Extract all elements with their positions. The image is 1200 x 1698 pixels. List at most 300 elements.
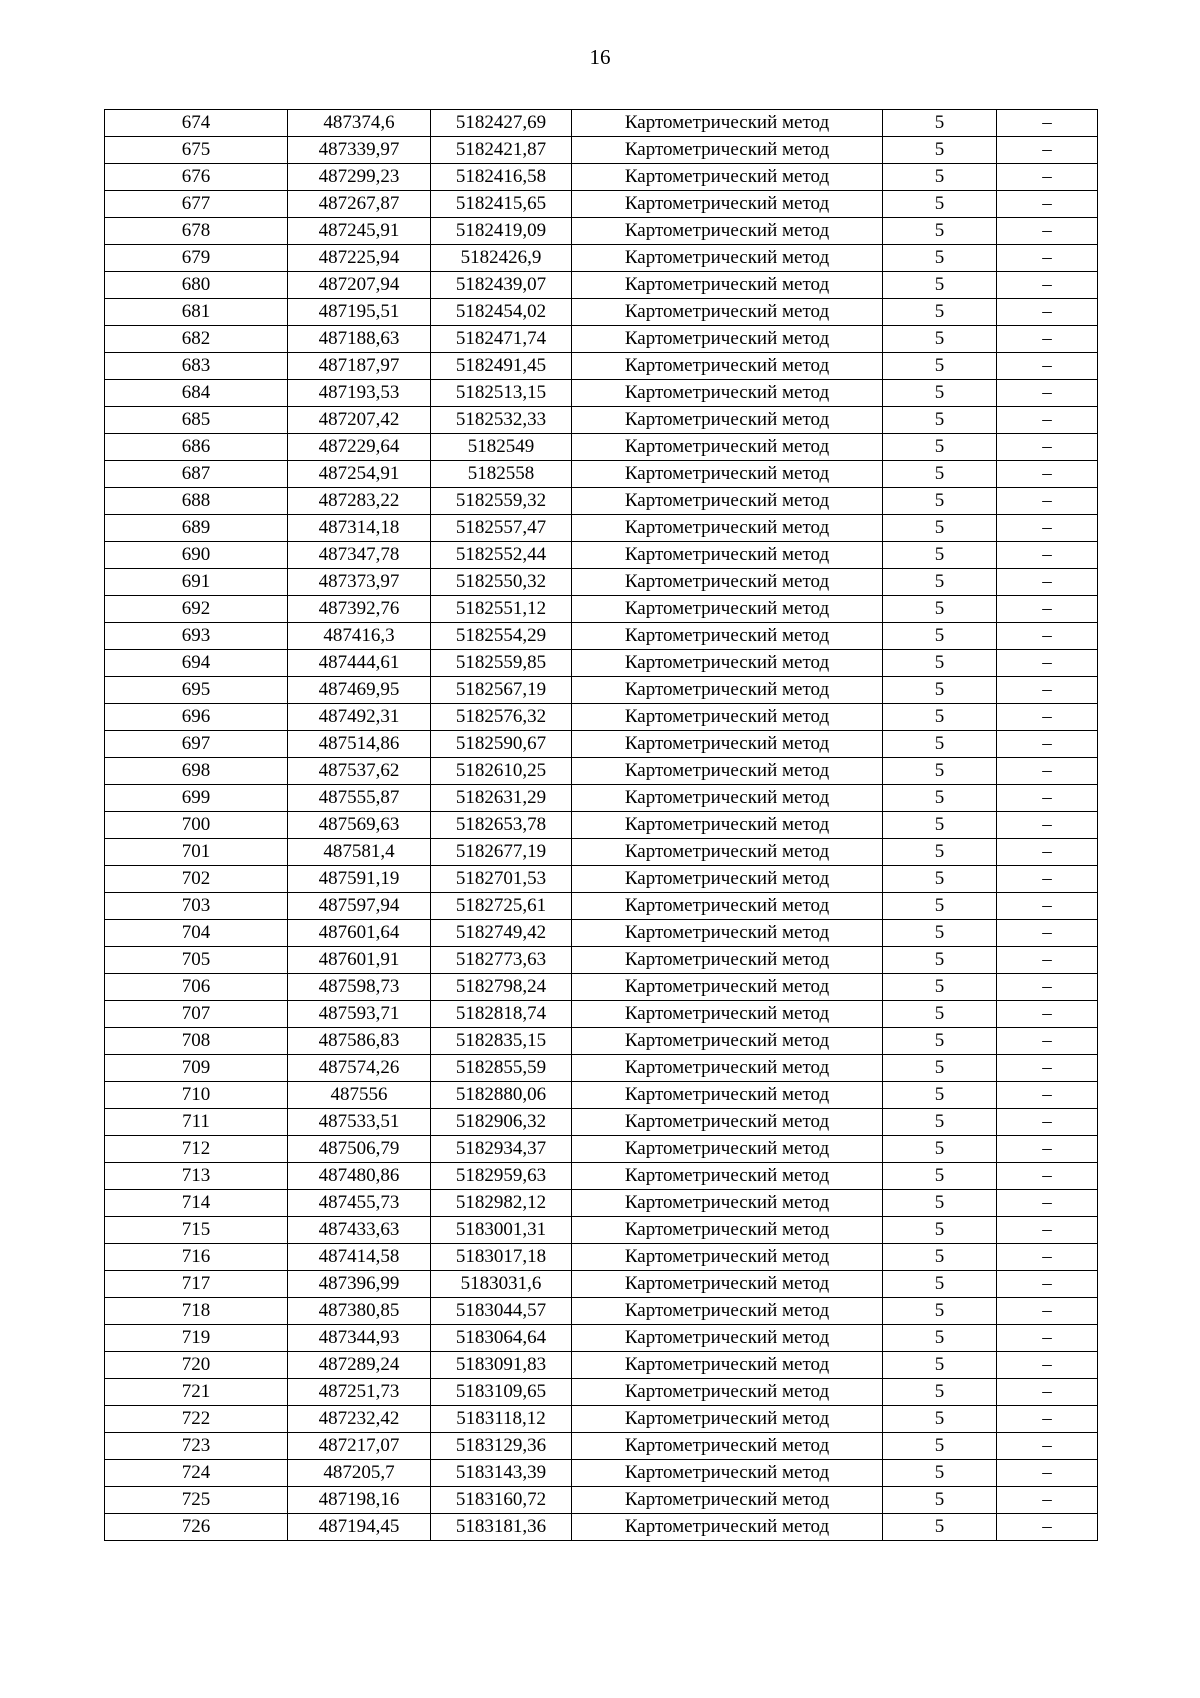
table-row	[105, 1109, 1098, 1136]
x-coordinate-cell: 487194,45	[288, 1514, 431, 1541]
y-coordinate-cell: 5182590,67	[431, 731, 572, 758]
description-cell: –	[997, 920, 1098, 947]
accuracy-cell: 5	[883, 947, 997, 974]
y-coordinate-cell: 5182439,07	[431, 272, 572, 299]
y-coordinate-cell: 5182725,61	[431, 893, 572, 920]
table-row	[105, 1082, 1098, 1109]
description-cell: –	[997, 218, 1098, 245]
method-cell: Картометрический метод	[572, 1109, 883, 1136]
y-coordinate-cell: 5182471,74	[431, 326, 572, 353]
x-coordinate-cell: 487593,71	[288, 1001, 431, 1028]
accuracy-cell: 5	[883, 1163, 997, 1190]
table-row	[105, 380, 1098, 407]
method-cell: Картометрический метод	[572, 407, 883, 434]
point-number-cell: 726	[105, 1514, 288, 1541]
x-coordinate-cell: 487339,97	[288, 137, 431, 164]
x-coordinate-cell: 487283,22	[288, 488, 431, 515]
accuracy-cell: 5	[883, 137, 997, 164]
point-number-cell: 704	[105, 920, 288, 947]
table-row	[105, 596, 1098, 623]
table-row	[105, 326, 1098, 353]
method-cell: Картометрический метод	[572, 1298, 883, 1325]
method-cell: Картометрический метод	[572, 1379, 883, 1406]
table-row	[105, 839, 1098, 866]
accuracy-cell: 5	[883, 461, 997, 488]
method-cell: Картометрический метод	[572, 137, 883, 164]
x-coordinate-cell: 487586,83	[288, 1028, 431, 1055]
y-coordinate-cell: 5182610,25	[431, 758, 572, 785]
accuracy-cell: 5	[883, 488, 997, 515]
x-coordinate-cell: 487188,63	[288, 326, 431, 353]
table-row	[105, 353, 1098, 380]
x-coordinate-cell: 487569,63	[288, 812, 431, 839]
x-coordinate-cell: 487207,94	[288, 272, 431, 299]
description-cell: –	[997, 1082, 1098, 1109]
y-coordinate-cell: 5182454,02	[431, 299, 572, 326]
table-row	[105, 677, 1098, 704]
accuracy-cell: 5	[883, 650, 997, 677]
accuracy-cell: 5	[883, 1028, 997, 1055]
y-coordinate-cell: 5183064,64	[431, 1325, 572, 1352]
method-cell: Картометрический метод	[572, 650, 883, 677]
description-cell: –	[997, 812, 1098, 839]
table-row	[105, 1379, 1098, 1406]
description-cell: –	[997, 488, 1098, 515]
accuracy-cell: 5	[883, 974, 997, 1001]
point-number-cell: 708	[105, 1028, 288, 1055]
accuracy-cell: 5	[883, 1460, 997, 1487]
y-coordinate-cell: 5182701,53	[431, 866, 572, 893]
point-number-cell: 710	[105, 1082, 288, 1109]
accuracy-cell: 5	[883, 677, 997, 704]
description-cell: –	[997, 596, 1098, 623]
point-number-cell: 694	[105, 650, 288, 677]
point-number-cell: 701	[105, 839, 288, 866]
table-row	[105, 1433, 1098, 1460]
y-coordinate-cell: 5182773,63	[431, 947, 572, 974]
point-number-cell: 714	[105, 1190, 288, 1217]
y-coordinate-cell: 5182559,85	[431, 650, 572, 677]
x-coordinate-cell: 487396,99	[288, 1271, 431, 1298]
y-coordinate-cell: 5182631,29	[431, 785, 572, 812]
accuracy-cell: 5	[883, 1244, 997, 1271]
point-number-cell: 722	[105, 1406, 288, 1433]
method-cell: Картометрический метод	[572, 299, 883, 326]
accuracy-cell: 5	[883, 1325, 997, 1352]
point-number-cell: 723	[105, 1433, 288, 1460]
point-number-cell: 690	[105, 542, 288, 569]
accuracy-cell: 5	[883, 569, 997, 596]
table-row	[105, 272, 1098, 299]
x-coordinate-cell: 487514,86	[288, 731, 431, 758]
point-number-cell: 697	[105, 731, 288, 758]
y-coordinate-cell: 5182554,29	[431, 623, 572, 650]
description-cell: –	[997, 704, 1098, 731]
point-number-cell: 677	[105, 191, 288, 218]
y-coordinate-cell: 5183044,57	[431, 1298, 572, 1325]
x-coordinate-cell: 487217,07	[288, 1433, 431, 1460]
point-number-cell: 699	[105, 785, 288, 812]
x-coordinate-cell: 487187,97	[288, 353, 431, 380]
point-number-cell: 675	[105, 137, 288, 164]
table-row	[105, 1217, 1098, 1244]
method-cell: Картометрический метод	[572, 839, 883, 866]
table-row	[105, 110, 1098, 137]
point-number-cell: 709	[105, 1055, 288, 1082]
description-cell: –	[997, 731, 1098, 758]
method-cell: Картометрический метод	[572, 1055, 883, 1082]
y-coordinate-cell: 5182934,37	[431, 1136, 572, 1163]
table-row	[105, 704, 1098, 731]
x-coordinate-cell: 487314,18	[288, 515, 431, 542]
y-coordinate-cell: 5182427,69	[431, 110, 572, 137]
accuracy-cell: 5	[883, 1271, 997, 1298]
accuracy-cell: 5	[883, 515, 997, 542]
accuracy-cell: 5	[883, 920, 997, 947]
method-cell: Картометрический метод	[572, 1271, 883, 1298]
x-coordinate-cell: 487380,85	[288, 1298, 431, 1325]
x-coordinate-cell: 487193,53	[288, 380, 431, 407]
method-cell: Картометрический метод	[572, 596, 883, 623]
description-cell: –	[997, 866, 1098, 893]
description-cell: –	[997, 1109, 1098, 1136]
table-row	[105, 488, 1098, 515]
accuracy-cell: 5	[883, 1055, 997, 1082]
point-number-cell: 695	[105, 677, 288, 704]
y-coordinate-cell: 5182835,15	[431, 1028, 572, 1055]
point-number-cell: 711	[105, 1109, 288, 1136]
x-coordinate-cell: 487574,26	[288, 1055, 431, 1082]
description-cell: –	[997, 947, 1098, 974]
y-coordinate-cell: 5182855,59	[431, 1055, 572, 1082]
accuracy-cell: 5	[883, 191, 997, 218]
table-row	[105, 812, 1098, 839]
table-row	[105, 1325, 1098, 1352]
method-cell: Картометрический метод	[572, 1136, 883, 1163]
accuracy-cell: 5	[883, 623, 997, 650]
table-row	[105, 569, 1098, 596]
accuracy-cell: 5	[883, 353, 997, 380]
accuracy-cell: 5	[883, 1109, 997, 1136]
accuracy-cell: 5	[883, 407, 997, 434]
description-cell: –	[997, 974, 1098, 1001]
method-cell: Картометрический метод	[572, 1487, 883, 1514]
description-cell: –	[997, 1325, 1098, 1352]
description-cell: –	[997, 1460, 1098, 1487]
x-coordinate-cell: 487444,61	[288, 650, 431, 677]
accuracy-cell: 5	[883, 1433, 997, 1460]
point-number-cell: 712	[105, 1136, 288, 1163]
y-coordinate-cell: 5183031,6	[431, 1271, 572, 1298]
table-row	[105, 1271, 1098, 1298]
table-row	[105, 191, 1098, 218]
point-number-cell: 680	[105, 272, 288, 299]
x-coordinate-cell: 487555,87	[288, 785, 431, 812]
y-coordinate-cell: 5183118,12	[431, 1406, 572, 1433]
point-number-cell: 692	[105, 596, 288, 623]
method-cell: Картометрический метод	[572, 272, 883, 299]
point-number-cell: 715	[105, 1217, 288, 1244]
y-coordinate-cell: 5182559,32	[431, 488, 572, 515]
method-cell: Картометрический метод	[572, 326, 883, 353]
point-number-cell: 707	[105, 1001, 288, 1028]
x-coordinate-cell: 487198,16	[288, 1487, 431, 1514]
table-row	[105, 137, 1098, 164]
accuracy-cell: 5	[883, 1136, 997, 1163]
y-coordinate-cell: 5182552,44	[431, 542, 572, 569]
table-row	[105, 1514, 1098, 1541]
description-cell: –	[997, 758, 1098, 785]
method-cell: Картометрический метод	[572, 1406, 883, 1433]
point-number-cell: 679	[105, 245, 288, 272]
x-coordinate-cell: 487601,91	[288, 947, 431, 974]
accuracy-cell: 5	[883, 1217, 997, 1244]
table-row	[105, 1028, 1098, 1055]
description-cell: –	[997, 1298, 1098, 1325]
table-row	[105, 164, 1098, 191]
description-cell: –	[997, 299, 1098, 326]
description-cell: –	[997, 1271, 1098, 1298]
table-row	[105, 1352, 1098, 1379]
point-number-cell: 705	[105, 947, 288, 974]
point-number-cell: 681	[105, 299, 288, 326]
accuracy-cell: 5	[883, 434, 997, 461]
method-cell: Картометрический метод	[572, 542, 883, 569]
method-cell: Картометрический метод	[572, 1244, 883, 1271]
y-coordinate-cell: 5183001,31	[431, 1217, 572, 1244]
x-coordinate-cell: 487195,51	[288, 299, 431, 326]
description-cell: –	[997, 1028, 1098, 1055]
point-number-cell: 689	[105, 515, 288, 542]
accuracy-cell: 5	[883, 326, 997, 353]
table-row	[105, 1487, 1098, 1514]
y-coordinate-cell: 5182959,63	[431, 1163, 572, 1190]
accuracy-cell: 5	[883, 1001, 997, 1028]
table-row	[105, 434, 1098, 461]
y-coordinate-cell: 5182653,78	[431, 812, 572, 839]
y-coordinate-cell: 5182419,09	[431, 218, 572, 245]
x-coordinate-cell: 487225,94	[288, 245, 431, 272]
description-cell: –	[997, 1217, 1098, 1244]
accuracy-cell: 5	[883, 893, 997, 920]
accuracy-cell: 5	[883, 272, 997, 299]
method-cell: Картометрический метод	[572, 947, 883, 974]
table-row	[105, 1190, 1098, 1217]
accuracy-cell: 5	[883, 1082, 997, 1109]
method-cell: Картометрический метод	[572, 1460, 883, 1487]
description-cell: –	[997, 1055, 1098, 1082]
x-coordinate-cell: 487392,76	[288, 596, 431, 623]
method-cell: Картометрический метод	[572, 974, 883, 1001]
x-coordinate-cell: 487254,91	[288, 461, 431, 488]
method-cell: Картометрический метод	[572, 1325, 883, 1352]
table-row	[105, 974, 1098, 1001]
y-coordinate-cell: 5183017,18	[431, 1244, 572, 1271]
method-cell: Картометрический метод	[572, 785, 883, 812]
point-number-cell: 700	[105, 812, 288, 839]
page-number: 16	[589, 45, 611, 69]
x-coordinate-cell: 487433,63	[288, 1217, 431, 1244]
point-number-cell: 693	[105, 623, 288, 650]
method-cell: Картометрический метод	[572, 569, 883, 596]
method-cell: Картометрический метод	[572, 1190, 883, 1217]
y-coordinate-cell: 5182549	[431, 434, 572, 461]
accuracy-cell: 5	[883, 1379, 997, 1406]
description-cell: –	[997, 1001, 1098, 1028]
method-cell: Картометрический метод	[572, 191, 883, 218]
x-coordinate-cell: 487416,3	[288, 623, 431, 650]
accuracy-cell: 5	[883, 164, 997, 191]
table-row	[105, 758, 1098, 785]
table-row	[105, 866, 1098, 893]
table-row	[105, 650, 1098, 677]
method-cell: Картометрический метод	[572, 353, 883, 380]
description-cell: –	[997, 839, 1098, 866]
y-coordinate-cell: 5182818,74	[431, 1001, 572, 1028]
point-number-cell: 691	[105, 569, 288, 596]
description-cell: –	[997, 623, 1098, 650]
y-coordinate-cell: 5183143,39	[431, 1460, 572, 1487]
table-row	[105, 245, 1098, 272]
y-coordinate-cell: 5182557,47	[431, 515, 572, 542]
accuracy-cell: 5	[883, 1406, 997, 1433]
point-number-cell: 688	[105, 488, 288, 515]
description-cell: –	[997, 1136, 1098, 1163]
y-coordinate-cell: 5182906,32	[431, 1109, 572, 1136]
point-number-cell: 719	[105, 1325, 288, 1352]
point-number-cell: 718	[105, 1298, 288, 1325]
y-coordinate-cell: 5182513,15	[431, 380, 572, 407]
description-cell: –	[997, 272, 1098, 299]
accuracy-cell: 5	[883, 218, 997, 245]
table-row	[105, 1406, 1098, 1433]
method-cell: Картометрический метод	[572, 380, 883, 407]
point-number-cell: 685	[105, 407, 288, 434]
point-number-cell: 702	[105, 866, 288, 893]
description-cell: –	[997, 137, 1098, 164]
point-number-cell: 684	[105, 380, 288, 407]
x-coordinate-cell: 487344,93	[288, 1325, 431, 1352]
accuracy-cell: 5	[883, 1487, 997, 1514]
description-cell: –	[997, 1163, 1098, 1190]
point-number-cell: 687	[105, 461, 288, 488]
method-cell: Картометрический метод	[572, 218, 883, 245]
method-cell: Картометрический метод	[572, 812, 883, 839]
accuracy-cell: 5	[883, 110, 997, 137]
y-coordinate-cell: 5182491,45	[431, 353, 572, 380]
point-number-cell: 698	[105, 758, 288, 785]
point-number-cell: 674	[105, 110, 288, 137]
coordinates-table	[104, 109, 1098, 1541]
accuracy-cell: 5	[883, 812, 997, 839]
accuracy-cell: 5	[883, 758, 997, 785]
x-coordinate-cell: 487289,24	[288, 1352, 431, 1379]
description-cell: –	[997, 191, 1098, 218]
description-cell: –	[997, 785, 1098, 812]
accuracy-cell: 5	[883, 1514, 997, 1541]
y-coordinate-cell: 5183129,36	[431, 1433, 572, 1460]
point-number-cell: 716	[105, 1244, 288, 1271]
method-cell: Картометрический метод	[572, 1514, 883, 1541]
method-cell: Картометрический метод	[572, 1001, 883, 1028]
y-coordinate-cell: 5182550,32	[431, 569, 572, 596]
coordinates-table-body	[105, 110, 1098, 1541]
description-cell: –	[997, 893, 1098, 920]
description-cell: –	[997, 1244, 1098, 1271]
x-coordinate-cell: 487597,94	[288, 893, 431, 920]
table-row	[105, 785, 1098, 812]
point-number-cell: 678	[105, 218, 288, 245]
description-cell: –	[997, 677, 1098, 704]
description-cell: –	[997, 1514, 1098, 1541]
accuracy-cell: 5	[883, 1352, 997, 1379]
x-coordinate-cell: 487556	[288, 1082, 431, 1109]
y-coordinate-cell: 5182567,19	[431, 677, 572, 704]
y-coordinate-cell: 5183181,36	[431, 1514, 572, 1541]
table-row	[105, 893, 1098, 920]
method-cell: Картометрический метод	[572, 704, 883, 731]
description-cell: –	[997, 164, 1098, 191]
table-row	[105, 731, 1098, 758]
method-cell: Картометрический метод	[572, 866, 883, 893]
method-cell: Картометрический метод	[572, 1082, 883, 1109]
y-coordinate-cell: 5182532,33	[431, 407, 572, 434]
description-cell: –	[997, 407, 1098, 434]
point-number-cell: 720	[105, 1352, 288, 1379]
table-row	[105, 1001, 1098, 1028]
table-row	[105, 542, 1098, 569]
description-cell: –	[997, 434, 1098, 461]
description-cell: –	[997, 353, 1098, 380]
table-row	[105, 218, 1098, 245]
y-coordinate-cell: 5182415,65	[431, 191, 572, 218]
table-row	[105, 299, 1098, 326]
x-coordinate-cell: 487232,42	[288, 1406, 431, 1433]
x-coordinate-cell: 487229,64	[288, 434, 431, 461]
x-coordinate-cell: 487591,19	[288, 866, 431, 893]
x-coordinate-cell: 487414,58	[288, 1244, 431, 1271]
point-number-cell: 686	[105, 434, 288, 461]
x-coordinate-cell: 487533,51	[288, 1109, 431, 1136]
method-cell: Картометрический метод	[572, 893, 883, 920]
method-cell: Картометрический метод	[572, 677, 883, 704]
y-coordinate-cell: 5182426,9	[431, 245, 572, 272]
x-coordinate-cell: 487347,78	[288, 542, 431, 569]
point-number-cell: 696	[105, 704, 288, 731]
x-coordinate-cell: 487299,23	[288, 164, 431, 191]
point-number-cell: 717	[105, 1271, 288, 1298]
description-cell: –	[997, 245, 1098, 272]
x-coordinate-cell: 487205,7	[288, 1460, 431, 1487]
accuracy-cell: 5	[883, 866, 997, 893]
accuracy-cell: 5	[883, 380, 997, 407]
x-coordinate-cell: 487455,73	[288, 1190, 431, 1217]
method-cell: Картометрический метод	[572, 920, 883, 947]
method-cell: Картометрический метод	[572, 164, 883, 191]
accuracy-cell: 5	[883, 704, 997, 731]
method-cell: Картометрический метод	[572, 758, 883, 785]
x-coordinate-cell: 487492,31	[288, 704, 431, 731]
method-cell: Картометрический метод	[572, 515, 883, 542]
table-row	[105, 947, 1098, 974]
table-row	[105, 1460, 1098, 1487]
accuracy-cell: 5	[883, 299, 997, 326]
description-cell: –	[997, 380, 1098, 407]
description-cell: –	[997, 1487, 1098, 1514]
method-cell: Картометрический метод	[572, 1352, 883, 1379]
x-coordinate-cell: 487581,4	[288, 839, 431, 866]
description-cell: –	[997, 326, 1098, 353]
